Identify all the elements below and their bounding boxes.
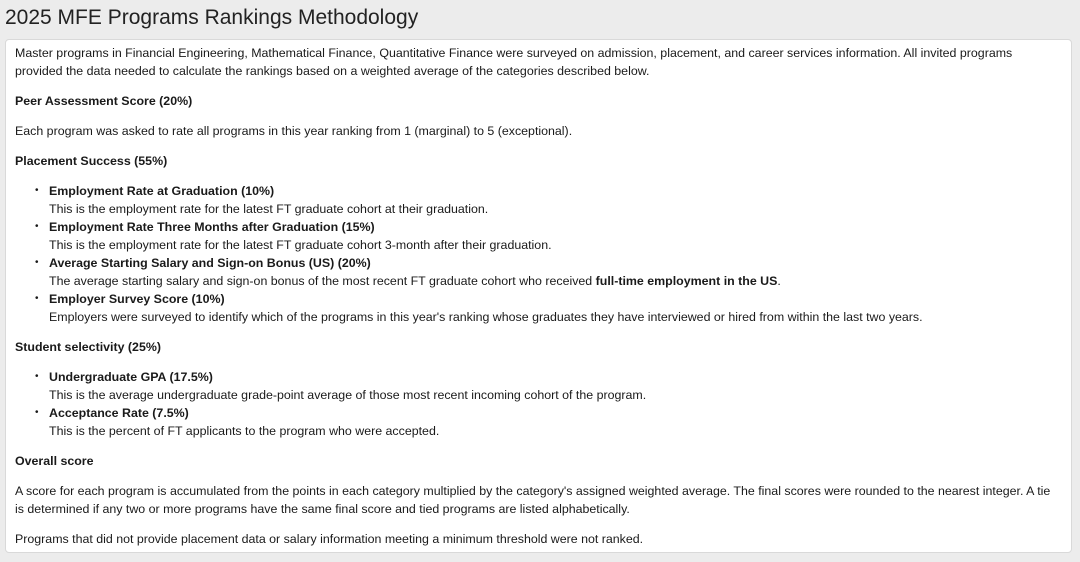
criterion-title: Employer Survey Score (10%): [49, 292, 225, 306]
placement-criteria-list: [15, 182, 1062, 326]
criterion-title: Undergraduate GPA (17.5%): [49, 370, 213, 384]
description-text: The average starting salary and sign-on bonus of the most recent FT graduate cohort who received: [49, 274, 596, 288]
list-item: [35, 290, 1062, 326]
intro-paragraph: Master programs in Financial Engineering, Mathematical Finance, Quantitative Finance were surveyed on admission, placement, and career services information. All invited programs provided the data needed to calculate the rankings based on a weighted average of the categories described below.: [15, 46, 1013, 78]
bullet-icon: •: [35, 257, 39, 268]
peer-assessment-heading: Peer Assessment Score (20%): [15, 94, 193, 108]
list-item: [35, 218, 1062, 254]
bullet-icon: •: [35, 221, 39, 232]
student-selectivity-heading: Student selectivity (25%): [15, 340, 161, 354]
list-item: [35, 368, 1062, 404]
criterion-description: This is the percent of FT applicants to the program who were accepted.: [49, 424, 440, 438]
criterion-description: This is the employment rate for the latest FT graduate cohort at their graduation.: [49, 202, 489, 216]
criterion-title: Employment Rate Three Months after Graduation (15%): [49, 220, 375, 234]
criterion-description: This is the employment rate for the latest FT graduate cohort 3-month after their graduation.: [49, 238, 552, 252]
list-item: [35, 404, 1062, 440]
unranked-note: Programs that did not provide placement data or salary information meeting a minimum threshold were not ranked.: [15, 532, 644, 546]
criterion-title: Employment Rate at Graduation (10%): [49, 184, 275, 198]
emphasis-text: full-time employment in the US: [595, 274, 778, 288]
bullet-icon: •: [35, 293, 39, 304]
criterion-description: [49, 272, 1062, 290]
placement-success-heading: Placement Success (55%): [15, 154, 168, 168]
overall-score-text: A score for each program is accumulated from the points in each category multiplied by the category's assigned weighted average. The final scores were rounded to the nearest integer. A tie is determined if any two or more programs have the same final score and tied programs are listed alphabetically.: [15, 484, 1051, 516]
bullet-icon: •: [35, 185, 39, 196]
page-title: 2025 MFE Programs Rankings Methodology: [5, 6, 419, 29]
bullet-icon: •: [35, 407, 39, 418]
overall-score-heading: Overall score: [15, 454, 94, 468]
peer-assessment-text: Each program was asked to rate all programs in this year ranking from 1 (marginal) to 5 (exceptional).: [15, 124, 573, 138]
description-end: .: [777, 274, 781, 288]
list-item: [35, 182, 1062, 218]
criterion-description: Employers were surveyed to identify which of the programs in this year's ranking whose graduates they have interviewed or hired from within the last two years.: [49, 310, 923, 324]
criterion-title: Acceptance Rate (7.5%): [49, 406, 189, 420]
bullet-icon: •: [35, 371, 39, 382]
criterion-title: Average Starting Salary and Sign-on Bonus (US) (20%): [49, 256, 371, 270]
criterion-description: This is the average undergraduate grade-point average of those most recent incoming cohort of the program.: [49, 388, 647, 402]
list-item: [35, 254, 1062, 290]
methodology-panel: [5, 39, 1072, 553]
selectivity-criteria-list: [15, 368, 1062, 440]
